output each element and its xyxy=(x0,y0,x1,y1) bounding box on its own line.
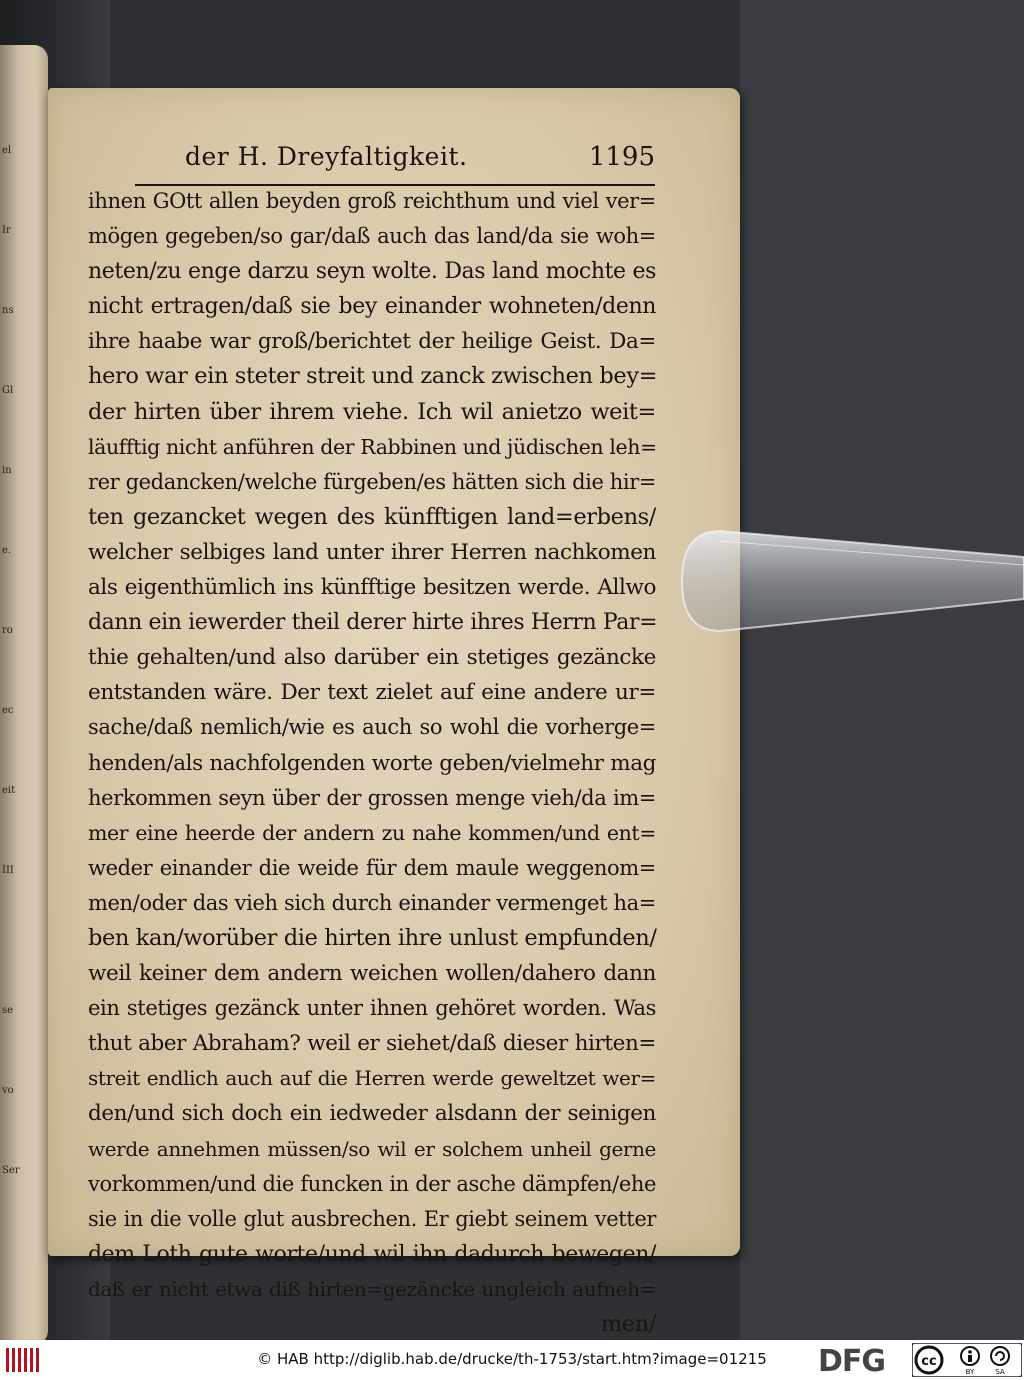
text-line: vorkommen/und die funcken in der asche dämpfen/ehe xyxy=(88,1171,656,1196)
text-line: mer eine heerde der andern zu nahe kommen/und ent= xyxy=(88,820,656,845)
svg-text:BY: BY xyxy=(965,1368,975,1376)
text-line: den/und sich doch ein iedweder alsdann der seinigen xyxy=(88,1101,656,1127)
text-line: hero war ein steter streit und zanck zwischen bey= xyxy=(88,363,658,390)
page-body-text xyxy=(88,184,656,1342)
copyright-credit-link[interactable]: © HAB http://diglib.hab.de/drucke/th-1753/start.htm?image=01215 xyxy=(257,1350,767,1368)
svg-text:cc: cc xyxy=(921,1354,937,1369)
text-line: mögen gegeben/so gar/daß auch das land/da sie woh= xyxy=(88,224,656,249)
text-line: der hirten über ihrem viehe. Ich wil anietzo weit= xyxy=(88,398,656,425)
text-line: daß er nicht etwa diß hirten=gezäncke ungleich aufneh= xyxy=(88,1276,656,1301)
text-line: henden/als nachfolgenden worte geben/vielmehr mag xyxy=(88,750,656,776)
text-line: weil keiner dem andern weichen wollen/dahero dann xyxy=(88,961,656,987)
svg-text:SA: SA xyxy=(995,1368,1005,1376)
text-line: sache/daß nemlich/wie es auch so wohl die vorherge= xyxy=(88,715,656,740)
facing-page-edge: el Ir ns Gl in e. ro ec eit III se vo Ser xyxy=(0,45,48,1345)
running-head-title: der H. Dreyfaltigkeit. xyxy=(185,142,468,171)
text-line: neten/zu enge darzu seyn wolte. Das land mochte es xyxy=(88,259,656,285)
text-line: men/ xyxy=(600,1311,656,1337)
text-line: ten gezancket wegen des künfftigen land=erbens/ xyxy=(88,503,656,530)
text-line: ben kan/worüber die hirten ihre unlust empfunden/ xyxy=(88,924,657,951)
text-line: dem Loth gute worte/und wil ihn dadurch bewegen/ xyxy=(88,1241,656,1267)
text-line: herkommen seyn über der grossen menge vieh/da im= xyxy=(88,785,656,810)
text-line: dann ein iewerder theil derer hirte ihres Herrn Par= xyxy=(88,610,658,636)
text-line: entstanden wäre. Der text zielet auf eine andere ur= xyxy=(88,680,656,706)
text-line: sie in die volle glut ausbrechen. Er giebt seinem vetter xyxy=(88,1206,656,1231)
scanner-glass-ruler xyxy=(680,527,1024,633)
page-number: 1195 xyxy=(588,142,655,172)
text-line: rer gedancken/welche fürgeben/es hätten sich die hir= xyxy=(88,469,657,494)
text-line: nicht ertragen/daß sie bey einander wohneten/denn xyxy=(88,294,656,320)
text-line: thie gehalten/und also darüber ein stetiges gezäncke xyxy=(88,645,656,671)
text-line: welcher selbiges land unter ihrer Herren nachkomen xyxy=(88,539,656,565)
text-line: ein stetiges gezänck unter ihnen gehöret worden. Was xyxy=(88,996,656,1021)
text-line: ihnen GOtt allen beyden groß reichthum und viel ver= xyxy=(88,189,656,213)
text-line: streit endlich auch auf die Herren werde geweltzet wer= xyxy=(88,1066,656,1091)
text-line: men/oder das vieh sich durch einander vermenget ha= xyxy=(88,890,656,915)
text-line: weder einander die weide für dem maule weggenom= xyxy=(88,855,656,880)
running-head xyxy=(135,142,655,186)
dfg-logo: DFG xyxy=(818,1344,886,1379)
footer-bar xyxy=(0,1340,1024,1380)
scanner-background-right xyxy=(740,0,1024,1340)
cc-license-icon[interactable] xyxy=(912,1343,1022,1377)
text-line: thut aber Abraham? weil er siehet/daß dieser hirten= xyxy=(88,1031,656,1057)
text-line: als eigenthümlich ins künfftige besitzen werde. Allwo xyxy=(88,575,656,601)
text-line: werde annehmen müssen/so wil er solchem unheil gerne xyxy=(88,1136,656,1161)
text-line: läufftig nicht anführen der Rabbinen und jüdischen leh= xyxy=(88,434,657,459)
text-line: ihre haabe war groß/berichtet der heilige Geist. Da= xyxy=(88,329,656,355)
